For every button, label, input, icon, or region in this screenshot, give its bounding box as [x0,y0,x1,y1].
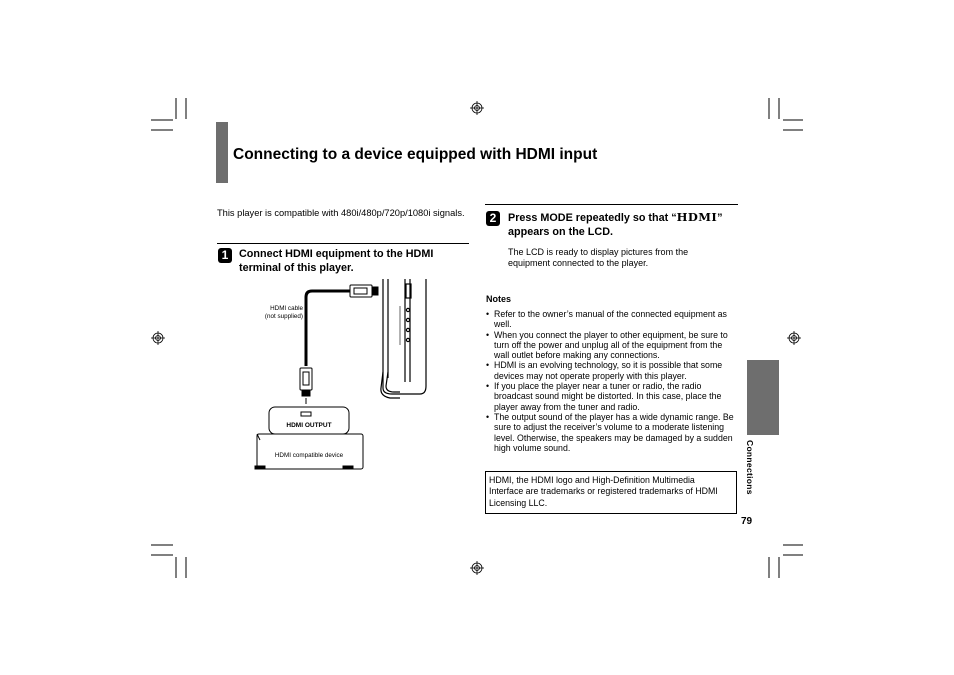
registration-mark-left [151,331,165,345]
trademark-notice: HDMI, the HDMI logo and High-Definition Multimedia Interface are trademarks or registered trademarks of HDMI Licensing LLC. [485,471,737,514]
note-item: • If you place the player near a tuner or radio, the radio broadcast sound might be distorted. In this case, place the player away from the tuner and radio. [486,381,738,412]
hdmi-plug-bottom [300,368,312,396]
page-number: 79 [741,516,753,527]
note-item: • The output sound of the player has a wide dynamic range. Be sure to adjust the receiver’s volume to a moderate listening level. Otherwise, the speakers may be damaged by a sudden high volume sound. [486,412,738,453]
registration-mark-right [787,331,801,345]
note-item: • When you connect the player to other equipment, be sure to turn off the power and unplug all of the equipment from the wall outlet before making any connections. [486,330,738,361]
step2-text-before: Press MODE repeatedly so that “ [508,212,677,224]
cable-label-line1: HDMI cable [270,305,303,312]
step1-divider [217,243,469,244]
title-accent-bar [216,122,228,183]
cable-label-line2: (not supplied) [264,313,303,320]
device-label: HDMI compatible device [274,452,344,459]
notes-list [486,309,738,453]
registration-mark-bottom [470,561,484,575]
step2-description: The LCD is ready to display pictures from the equipment connected to the player. [508,247,689,268]
section-tab-label [741,440,761,500]
note-item: • Refer to the owner’s manual of the connected equipment as well. [486,309,738,330]
step2-number: 2 [486,211,500,226]
note-item: • HDMI is an evolving technology, so it is possible that some devices may not operate properly with this player. [486,360,738,381]
hdmi-plug-top [350,285,378,297]
hdmi-logo-text: HDMI [676,210,718,224]
connection-diagram [250,270,450,480]
step2-divider [485,204,738,205]
section-tab [747,360,779,435]
player-side-view [381,279,426,398]
step2-text [508,210,740,239]
step1-text: Connect HDMI equipment to the HDMI terminal of this player. [239,248,434,274]
step2-text-after: ” appears on the LCD. [508,212,723,238]
hdmi-output-label: HDMI OUTPUT [286,422,332,429]
intro-text: This player is compatible with 480i/480p/720p/1080i signals. [217,208,465,218]
hdmi-cable [306,291,356,366]
page-title: Connecting to a device equipped with HDMI input [233,146,598,163]
hdmi-device [255,407,363,469]
registration-mark-top [470,101,484,115]
step1-number: 1 [218,248,232,263]
notes-heading: Notes [486,294,512,304]
section-tab-text: Connections [745,440,755,495]
